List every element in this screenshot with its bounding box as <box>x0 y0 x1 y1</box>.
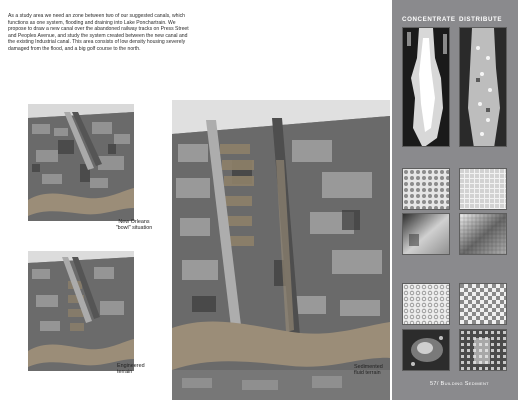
distribute-grid-pattern <box>459 168 507 210</box>
concentrate-dot-pattern <box>402 168 450 210</box>
distribute-checker-image <box>460 284 507 325</box>
terrain-model-engineered <box>28 251 134 371</box>
distribute-gradient-image <box>460 214 507 255</box>
sidebar-panel <box>392 0 518 400</box>
caption-bowl-line1: New Orleans <box>118 219 150 225</box>
concentrate-gradient-map <box>402 213 450 255</box>
distribute-texture-map <box>459 329 507 371</box>
intro-paragraph: As a study area we need an zone between two of our suggested canals, which functions as one system, flooding and draining into Lake Ponchartrain. We propose to draw a new canal over the abandoned railway tracks on Press Street and Peoples Avenue, and study the system created between the new canal and the existing Industrial canal. This area consists of low density housing severely damaged from the flood, and a big golf course to the north. <box>8 13 189 52</box>
distribute-texture-image <box>460 330 507 371</box>
caption-sedimented-line1: Sedimented <box>354 364 383 370</box>
concentrate-texture-image <box>403 330 450 371</box>
concentrate-map-image <box>403 28 450 147</box>
terrain-sedimented-image <box>172 100 390 400</box>
concentrate-dots-image <box>403 169 450 210</box>
concentrate-heading: CONCENTRATE <box>402 16 456 23</box>
concentrate-sediment-map <box>402 27 450 147</box>
folio-number: 57 <box>430 381 437 387</box>
caption-engineered-line1: Engineered <box>117 363 145 369</box>
caption-sedimented-line2: fluid terrain <box>354 370 381 377</box>
caption-bowl-line2: "bowl" situation <box>115 225 153 232</box>
concentrate-gradient-image <box>403 214 450 255</box>
caption-engineered <box>117 363 157 376</box>
distribute-checker-pattern <box>459 283 507 325</box>
terrain-bowl-image <box>28 104 134 221</box>
distribute-gradient-map <box>459 213 507 255</box>
distribute-heading: DISTRIBUTE <box>459 16 503 23</box>
page-folio: 57/ Building Sediment <box>430 381 489 387</box>
folio-title: Building Sediment <box>440 381 489 387</box>
terrain-model-sedimented <box>172 100 390 400</box>
caption-bowl <box>112 219 156 232</box>
distribute-sediment-map <box>459 27 507 147</box>
concentrate-ring-pattern <box>402 283 450 325</box>
concentrate-rings-image <box>403 284 450 325</box>
terrain-model-bowl <box>28 104 134 221</box>
distribute-grid-image <box>460 169 507 210</box>
terrain-engineered-image <box>28 251 134 371</box>
concentrate-texture-map <box>402 329 450 371</box>
caption-engineered-line2: terrain <box>117 369 133 376</box>
distribute-map-image <box>460 28 507 147</box>
